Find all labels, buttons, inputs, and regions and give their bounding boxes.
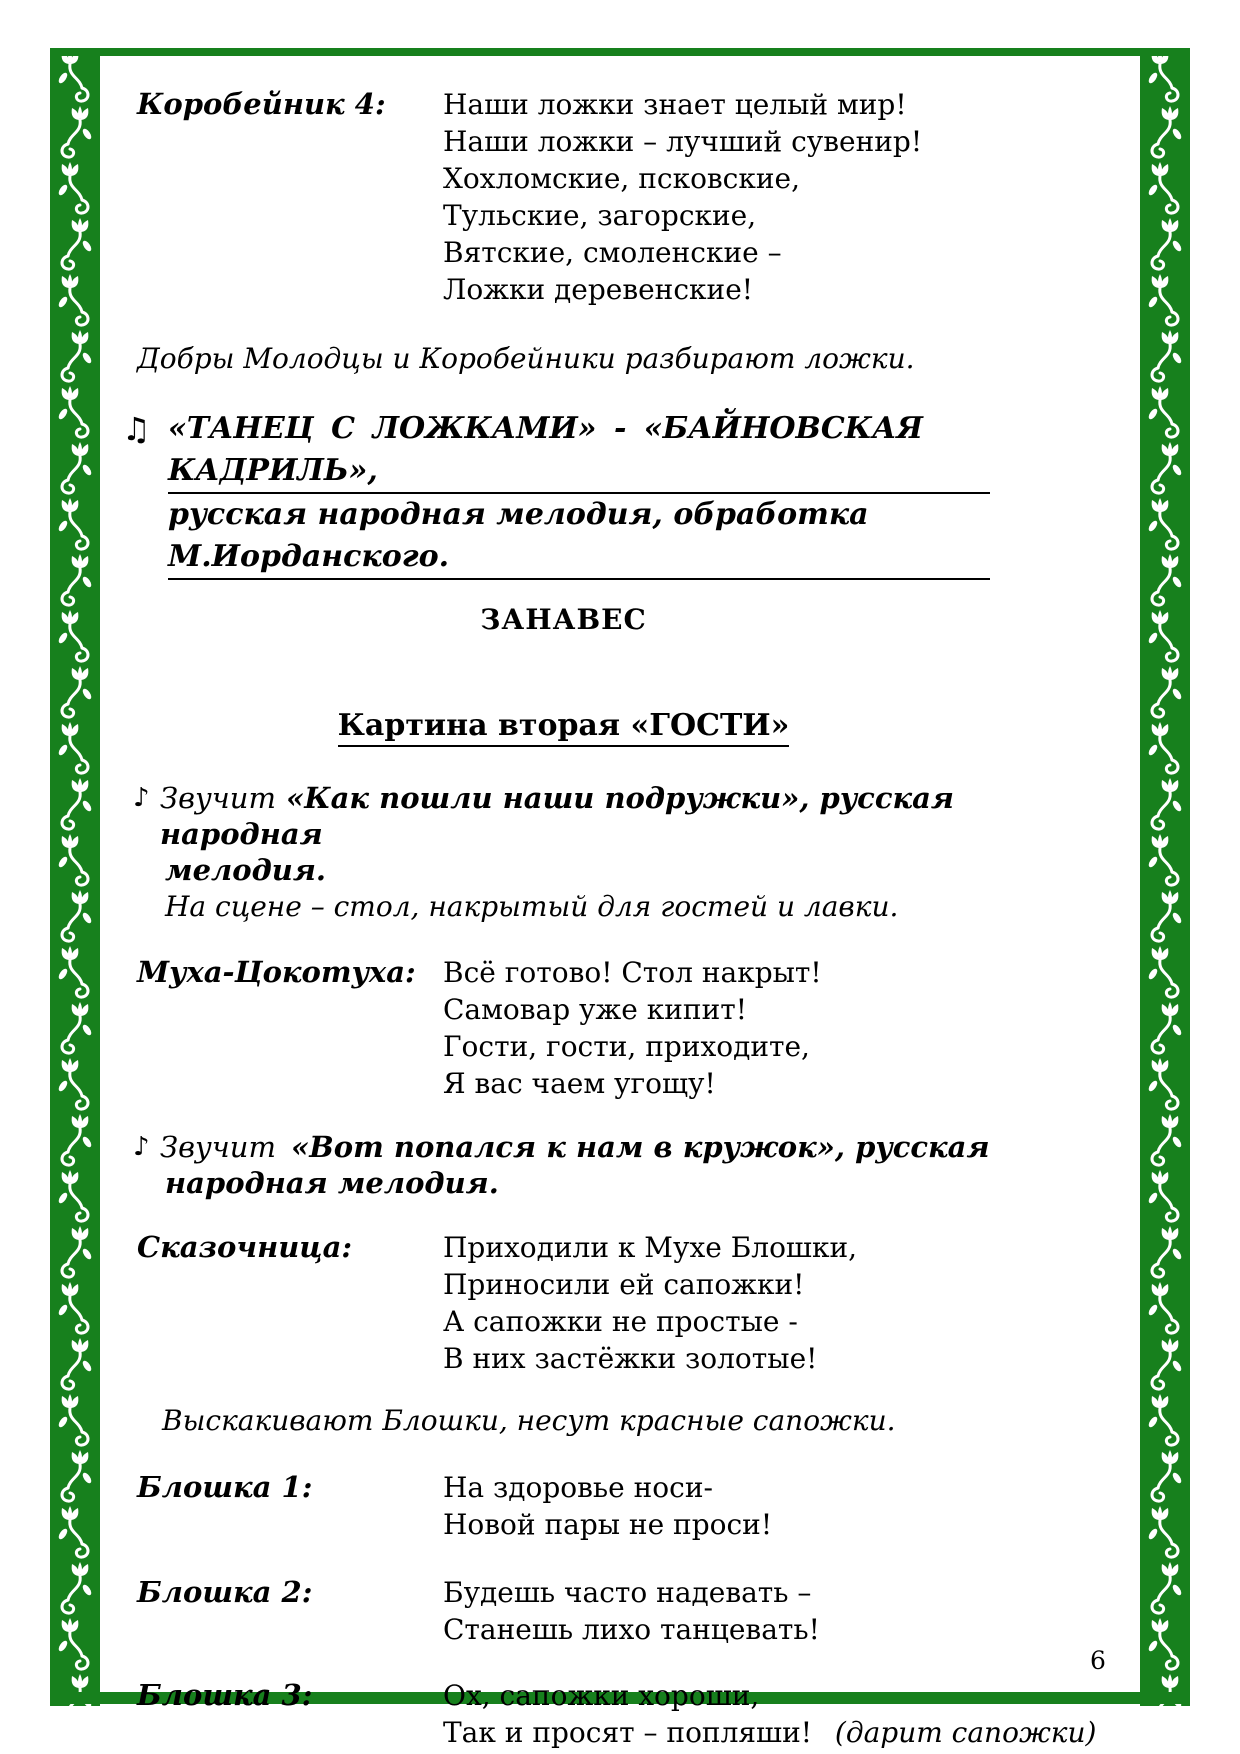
eighth-note-icon: ♪ — [133, 1132, 150, 1162]
dialogue-line: В них застёжки золотые! — [443, 1342, 818, 1375]
scene-heading — [137, 706, 990, 746]
dialogue-lines — [443, 1229, 990, 1377]
dialogue-line: Вятские, смоленские – — [443, 236, 782, 269]
stage-direction: На сцене – стол, накрытый для гостей и лавки. — [165, 890, 899, 923]
stage-direction: Выскакивают Блошки, несут красные сапожки. — [162, 1404, 896, 1437]
speaker-name: Блошка 3: — [137, 1678, 313, 1712]
dialogue-block-mukha — [137, 954, 990, 1102]
dialogue-line — [443, 1714, 1096, 1751]
music-title-line: «Как пошли наши подружки», русская народная — [160, 781, 954, 851]
dialogue-line: Новой пары не проси! — [443, 1508, 773, 1541]
dialogue-line: Ложки деревенские! — [443, 273, 754, 306]
dialogue-line: Я вас чаем угощу! — [443, 1067, 716, 1100]
music-cue-text — [168, 408, 990, 580]
dialogue-line: Всё готово! Стол накрыт! — [443, 956, 822, 989]
dialogue-block-korobeynik — [137, 86, 990, 308]
speaker-name: Сказочница: — [137, 1230, 353, 1264]
dialogue-text: Так и просят – попляши! — [443, 1716, 812, 1749]
dialogue-lines — [443, 954, 990, 1102]
dialogue-line: Ох, сапожки хороши, — [443, 1679, 760, 1712]
stage-direction-inline: (дарит сапожки) — [834, 1716, 1097, 1749]
music-title-line: «ТАНЕЦ С ЛОЖКАМИ» - «БАЙНОВСКАЯ КАДРИЛЬ», — [168, 408, 990, 494]
eighth-note-icon: ♪ — [133, 783, 150, 813]
curtain-heading: ЗАНАВЕС — [480, 603, 647, 636]
dialogue-line: Хохломские, псковские, — [443, 162, 800, 195]
dialogue-line: Гости, гости, приходите, — [443, 1030, 810, 1063]
page-content — [100, 56, 1140, 1751]
dialogue-lines — [443, 86, 990, 308]
speaker-name: Муха-Цокотуха: — [137, 955, 416, 989]
music-cue-dance — [122, 408, 990, 580]
dialogue-line: Тульские, загорские, — [443, 199, 757, 232]
music-cue-prefix: Звучит — [160, 1130, 276, 1164]
dialogue-block-bloshka3 — [137, 1677, 1097, 1751]
ornamental-border-right — [1140, 48, 1190, 1706]
dialogue-line: А сапожки не простые - — [443, 1305, 798, 1338]
scene-heading-text: Картина вторая «ГОСТИ» — [338, 708, 790, 747]
dialogue-lines — [443, 1574, 990, 1648]
music-cue-podruzhki — [133, 780, 990, 888]
dialogue-block-bloshka2 — [137, 1574, 990, 1648]
music-title-line: «Вот попался к нам в кружок», русская — [291, 1130, 990, 1164]
music-title-line: народная мелодия. — [165, 1166, 499, 1200]
page-number: 6 — [1090, 1646, 1106, 1675]
dialogue-line: На здоровье носи- — [443, 1471, 713, 1504]
music-cue-kruzhok — [133, 1129, 990, 1201]
ornamental-border-left — [50, 48, 100, 1706]
music-title-line: русская народная мелодия, обработка М.Иорданского. — [168, 494, 990, 580]
dialogue-block-skazochnitsa — [137, 1229, 990, 1377]
dialogue-lines — [443, 1469, 990, 1543]
dialogue-line: Будешь часто надевать – — [443, 1576, 812, 1609]
speaker-name: Блошка 1: — [137, 1470, 313, 1504]
dialogue-line: Приносили ей сапожки! — [443, 1268, 805, 1301]
dialogue-line: Наши ложки – лучший сувенир! — [443, 125, 923, 158]
music-cue-text — [160, 1129, 990, 1201]
beamed-note-icon: ♫ — [122, 410, 151, 448]
music-cue-text — [160, 780, 990, 888]
speaker-name: Коробейник 4: — [137, 87, 386, 121]
dialogue-lines — [443, 1677, 1096, 1751]
dialogue-line: Приходили к Мухе Блошки, — [443, 1231, 858, 1264]
speaker-name: Блошка 2: — [137, 1575, 313, 1609]
dialogue-line: Наши ложки знает целый мир! — [443, 88, 907, 121]
dialogue-line: Самовар уже кипит! — [443, 993, 747, 1026]
music-cue-prefix: Звучит — [160, 781, 276, 815]
dialogue-block-bloshka1 — [137, 1469, 990, 1543]
frame-top-border — [50, 48, 1190, 56]
music-title-line: мелодия. — [165, 853, 327, 887]
dialogue-line: Станешь лихо танцевать! — [443, 1613, 820, 1646]
stage-direction: Добры Молодцы и Коробейники разбирают ложки. — [137, 342, 915, 375]
